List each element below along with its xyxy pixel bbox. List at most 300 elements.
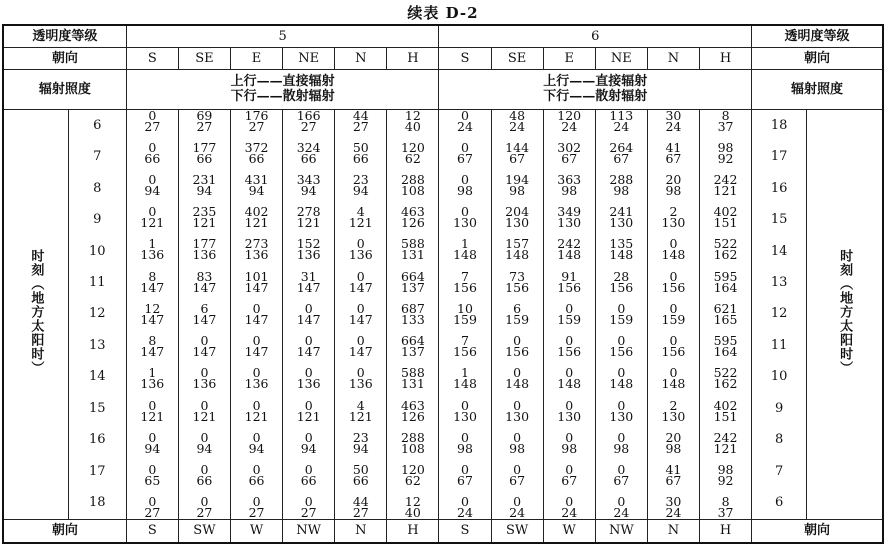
diffuse-value: 159	[609, 311, 634, 327]
direct-value: 278	[296, 204, 321, 220]
value-pair	[492, 110, 543, 132]
value-pair	[596, 236, 647, 263]
diffuse-value: 98	[457, 440, 473, 456]
direct-value: 0	[304, 300, 313, 316]
diffuse-value: 147	[296, 311, 321, 327]
direct-value: 0	[617, 365, 626, 381]
diffuse-value: 94	[352, 182, 369, 198]
direct-value: 98	[717, 462, 734, 478]
diffuse-value: 136	[140, 376, 165, 392]
value-pair	[648, 462, 699, 489]
direct-value: 0	[148, 494, 157, 510]
direct-value: 0	[252, 429, 261, 445]
direct-value: 0	[148, 397, 157, 413]
value-pair	[127, 333, 178, 360]
direct-value: 10	[457, 300, 473, 316]
direct-value: 41	[665, 462, 682, 478]
value-pair	[231, 236, 282, 263]
diffuse-value: 121	[348, 408, 373, 424]
dir-bottom-cell: SW	[491, 519, 543, 543]
diffuse-value: 94	[248, 182, 265, 198]
value-pair	[439, 204, 490, 231]
diffuse-value: 67	[665, 473, 682, 489]
direct-value: 402	[244, 204, 269, 220]
diffuse-value: 66	[248, 473, 265, 489]
value-pair	[439, 139, 490, 166]
value-pair	[283, 429, 334, 456]
direct-value: 0	[461, 462, 469, 478]
direct-value: 0	[669, 333, 678, 349]
direct-value: 0	[148, 429, 157, 445]
diffuse-value: 156	[557, 344, 582, 360]
diffuse-value: 66	[196, 473, 213, 489]
direct-value: 7	[461, 268, 469, 284]
hour-label: 16	[88, 432, 106, 448]
value-pair	[231, 300, 282, 327]
diffuse-value: 98	[561, 440, 578, 456]
diffuse-value: 131	[400, 376, 425, 392]
value-pair	[439, 171, 490, 198]
diffuse-value: 27	[300, 118, 317, 134]
diffuse-value: 40	[404, 118, 421, 134]
diffuse-value: 162	[713, 376, 738, 392]
value-pair	[335, 397, 386, 424]
direct-value: 177	[192, 139, 217, 155]
direct-value: 288	[400, 429, 425, 445]
direct-value: 621	[713, 300, 738, 316]
direct-value: 595	[713, 268, 738, 284]
value-pair	[283, 268, 334, 295]
direct-value: 0	[252, 365, 261, 381]
value-pair	[335, 171, 386, 198]
value-pair	[335, 139, 386, 166]
time-label-right: 时刻（地方太阳时）	[807, 109, 883, 519]
direct-value: 0	[669, 268, 678, 284]
dir-bottom-cell: NW	[283, 519, 335, 543]
level-6-description	[439, 69, 752, 109]
direct-value: 120	[557, 109, 582, 123]
diffuse-value: 131	[400, 247, 425, 263]
direct-value: 0	[513, 333, 522, 349]
direct-value: 288	[400, 171, 425, 187]
direction-header-row	[3, 47, 883, 69]
diffuse-value: 94	[196, 182, 213, 198]
value-pair	[648, 397, 699, 424]
diffuse-value: 136	[192, 247, 217, 263]
dir-top-cell: NE	[595, 47, 647, 69]
direct-value: 98	[717, 139, 734, 155]
diffuse-value: 121	[713, 182, 738, 198]
value-pair	[492, 139, 543, 166]
diffuse-value: 148	[661, 247, 686, 263]
col-5-N	[335, 109, 387, 519]
diffuse-value: 130	[557, 215, 582, 231]
hour-label: 8	[775, 432, 784, 448]
direct-value: 242	[713, 429, 738, 445]
value-pair	[544, 171, 595, 198]
hour-label: 11	[88, 274, 106, 290]
value-pair	[439, 110, 490, 132]
diffuse-value: 66	[300, 473, 317, 489]
transparency-label-right: 透明度等级	[752, 25, 883, 47]
direct-value: 4	[356, 204, 365, 220]
diffuse-value: 66	[248, 150, 265, 166]
direct-value: 113	[609, 109, 634, 123]
value-pair	[596, 365, 647, 392]
level-5-header: 5	[126, 25, 439, 47]
diffuse-value: 94	[248, 440, 265, 456]
direct-value: 0	[461, 397, 469, 413]
diffuse-value: 67	[561, 150, 578, 166]
direct-value: 0	[617, 494, 626, 510]
value-pair	[179, 171, 230, 198]
value-pair	[231, 333, 282, 360]
direct-value: 23	[352, 171, 369, 187]
diffuse-value: 24	[613, 118, 630, 134]
diffuse-value: 156	[661, 344, 686, 360]
direct-value: 0	[461, 494, 469, 510]
value-pair	[179, 236, 230, 263]
value-pair	[492, 171, 543, 198]
direct-value: 0	[565, 494, 574, 510]
diffuse-value: 136	[348, 376, 373, 392]
diffuse-value: 62	[404, 473, 421, 489]
diffuse-value: 130	[453, 408, 477, 424]
value-pair	[544, 496, 595, 518]
value-pair	[439, 397, 490, 424]
direct-value: 166	[296, 109, 321, 123]
direct-value: 6	[513, 300, 522, 316]
direct-value: 194	[505, 171, 530, 187]
diffuse-value: 98	[613, 440, 630, 456]
diffuse-value: 136	[296, 247, 321, 263]
value-pair	[492, 462, 543, 489]
value-pair	[127, 110, 178, 132]
diffuse-value: 156	[609, 344, 634, 360]
hour-label: 14	[770, 243, 788, 259]
direct-value: 44	[352, 494, 369, 510]
desc-direct: 上行——直接辐射	[230, 74, 335, 89]
dir-top-cell: SE	[491, 47, 543, 69]
diffuse-value: 148	[609, 247, 634, 263]
direct-value: 0	[252, 300, 261, 316]
direct-value: 12	[144, 300, 161, 316]
diffuse-value: 98	[665, 182, 682, 198]
value-pair	[544, 397, 595, 424]
value-pair	[700, 171, 751, 198]
col-6-S	[439, 109, 491, 519]
diffuse-value: 136	[244, 376, 269, 392]
direct-value: 664	[400, 333, 425, 349]
direct-value: 91	[561, 268, 578, 284]
value-pair	[648, 333, 699, 360]
value-pair	[387, 236, 438, 263]
col-6-NE	[595, 109, 647, 519]
diffuse-value: 37	[717, 505, 734, 519]
diffuse-value: 67	[509, 473, 526, 489]
diffuse-value: 94	[144, 182, 161, 198]
diffuse-value: 121	[192, 215, 217, 231]
direct-value: 302	[557, 139, 582, 155]
diffuse-value: 136	[348, 247, 373, 263]
irradiance-label-right: 辐射照度	[752, 69, 883, 109]
hour-label: 9	[93, 212, 102, 228]
diffuse-value: 24	[665, 505, 682, 519]
diffuse-value: 98	[457, 182, 473, 198]
value-pair	[700, 397, 751, 424]
direct-value: 0	[669, 300, 678, 316]
value-pair	[231, 462, 282, 489]
direct-value: 0	[304, 397, 313, 413]
direct-value: 0	[200, 397, 209, 413]
direct-value: 144	[505, 139, 530, 155]
direct-value: 0	[461, 429, 469, 445]
value-pair	[127, 365, 178, 392]
direct-value: 1	[148, 365, 157, 381]
value-pair	[283, 397, 334, 424]
diffuse-value: 121	[296, 215, 321, 231]
diffuse-value: 148	[557, 376, 582, 392]
direct-value: 0	[617, 397, 626, 413]
diffuse-value: 147	[348, 344, 373, 360]
value-pair	[544, 300, 595, 327]
value-pair	[544, 110, 595, 132]
diffuse-value: 67	[665, 150, 682, 166]
diffuse-value: 24	[509, 505, 526, 519]
value-pair	[439, 462, 490, 489]
value-pair	[439, 268, 490, 295]
direct-value: 372	[244, 139, 269, 155]
dir-bottom-cell: S	[126, 519, 178, 543]
value-pair	[439, 300, 490, 327]
direct-value: 30	[665, 109, 682, 123]
dir-bottom-cell: W	[231, 519, 283, 543]
diffuse-value: 156	[505, 344, 530, 360]
value-pair	[231, 139, 282, 166]
value-pair	[387, 171, 438, 198]
dir-top-cell: N	[647, 47, 699, 69]
diffuse-value: 67	[509, 150, 526, 166]
diffuse-value: 24	[665, 118, 682, 134]
value-pair	[700, 139, 751, 166]
value-pair	[700, 496, 751, 518]
diffuse-value: 148	[453, 247, 477, 263]
direct-value: 204	[505, 204, 530, 220]
diffuse-value: 92	[717, 150, 734, 166]
direct-value: 7	[461, 333, 469, 349]
desc-diffuse: 下行——散射辐射	[543, 89, 648, 104]
value-pair	[492, 365, 543, 392]
diffuse-value: 147	[348, 311, 373, 327]
value-pair	[648, 300, 699, 327]
diffuse-value: 66	[300, 150, 317, 166]
value-pair	[283, 204, 334, 231]
value-pair	[231, 365, 282, 392]
direct-value: 231	[192, 171, 217, 187]
value-pair	[231, 204, 282, 231]
value-pair	[387, 365, 438, 392]
value-pair	[283, 333, 334, 360]
value-pair	[179, 496, 230, 518]
hour-label: 8	[93, 180, 102, 196]
direct-value: 152	[296, 236, 321, 252]
dir-top-cell: S	[126, 47, 178, 69]
direct-value: 0	[304, 333, 313, 349]
level-6-header: 6	[439, 25, 752, 47]
diffuse-value: 156	[609, 279, 634, 295]
diffuse-value: 130	[609, 408, 634, 424]
value-pair	[127, 397, 178, 424]
diffuse-value: 130	[661, 215, 686, 231]
hour-label: 10	[88, 243, 106, 259]
direct-value: 0	[461, 204, 469, 220]
value-pair	[439, 429, 490, 456]
value-pair	[231, 397, 282, 424]
diffuse-value: 67	[613, 150, 630, 166]
value-pair	[596, 397, 647, 424]
diffuse-value: 136	[244, 247, 269, 263]
value-pair	[387, 268, 438, 295]
diffuse-value: 24	[613, 505, 630, 519]
hour-label: 7	[775, 463, 784, 479]
direct-value: 349	[557, 204, 582, 220]
diffuse-value: 67	[561, 473, 578, 489]
irradiance-table	[2, 24, 884, 544]
value-pair	[231, 268, 282, 295]
direct-value: 235	[192, 204, 217, 220]
value-pair	[544, 236, 595, 263]
direct-value: 0	[617, 333, 626, 349]
diffuse-value: 147	[192, 311, 217, 327]
diffuse-value: 67	[457, 150, 473, 166]
diffuse-value: 164	[713, 279, 738, 295]
direct-value: 41	[665, 139, 682, 155]
diffuse-value: 148	[661, 376, 686, 392]
diffuse-value: 156	[661, 279, 686, 295]
value-pair	[596, 462, 647, 489]
direct-value: 69	[196, 109, 213, 123]
diffuse-value: 147	[296, 279, 321, 295]
value-pair	[700, 268, 751, 295]
direct-value: 0	[200, 462, 209, 478]
diffuse-value: 147	[192, 344, 217, 360]
hour-label: 15	[88, 400, 106, 416]
value-pair	[179, 110, 230, 132]
diffuse-value: 130	[661, 408, 686, 424]
direct-value: 177	[192, 236, 217, 252]
value-pair	[283, 171, 334, 198]
data-body-row	[3, 109, 883, 519]
hour-label: 15	[770, 212, 788, 228]
direct-value: 0	[356, 236, 365, 252]
direct-value: 522	[713, 365, 738, 381]
col-5-E	[231, 109, 283, 519]
diffuse-value: 27	[144, 505, 161, 519]
hour-label: 6	[93, 117, 102, 133]
direct-value: 83	[196, 268, 213, 284]
direction-footer-row	[3, 519, 883, 543]
direct-value: 0	[461, 109, 469, 123]
diffuse-value: 148	[453, 376, 477, 392]
direct-value: 0	[252, 333, 261, 349]
hour-label: 18	[770, 117, 788, 133]
direct-value: 0	[252, 397, 261, 413]
value-pair	[127, 268, 178, 295]
direct-value: 48	[509, 109, 526, 123]
value-pair	[596, 429, 647, 456]
value-pair	[179, 333, 230, 360]
diffuse-value: 98	[509, 440, 526, 456]
direct-value: 8	[148, 268, 157, 284]
diffuse-value: 121	[713, 440, 738, 456]
col-5-SE	[178, 109, 230, 519]
diffuse-value: 121	[244, 408, 269, 424]
value-pair	[335, 462, 386, 489]
value-pair	[179, 268, 230, 295]
direct-value: 1	[148, 236, 157, 252]
direct-value: 463	[400, 204, 425, 220]
direct-value: 101	[244, 268, 269, 284]
direct-value: 664	[400, 268, 425, 284]
time-label-left: 时刻（地方太阳时）	[3, 109, 68, 519]
col-6-H	[699, 109, 751, 519]
value-pair	[335, 110, 386, 132]
value-pair	[335, 204, 386, 231]
direct-value: 0	[513, 462, 522, 478]
value-pair	[387, 496, 438, 518]
col-5-H	[387, 109, 439, 519]
direct-value: 120	[400, 462, 425, 478]
direct-value: 0	[148, 462, 157, 478]
value-pair	[387, 333, 438, 360]
diffuse-value: 162	[713, 247, 738, 263]
direct-value: 0	[200, 494, 209, 510]
diffuse-value: 24	[561, 118, 578, 134]
diffuse-value: 136	[140, 247, 165, 263]
value-pair	[179, 300, 230, 327]
direct-value: 0	[200, 429, 209, 445]
diffuse-value: 98	[665, 440, 682, 456]
dir-bottom-cell: NW	[595, 519, 647, 543]
direction-label-bottom-left: 朝向	[3, 519, 126, 543]
value-pair	[492, 397, 543, 424]
col-6-E	[543, 109, 595, 519]
dir-top-cell: SE	[178, 47, 230, 69]
value-pair	[596, 110, 647, 132]
diffuse-value: 98	[613, 182, 630, 198]
direct-value: 31	[300, 268, 317, 284]
direct-value: 2	[669, 397, 678, 413]
value-pair	[544, 429, 595, 456]
value-pair	[596, 171, 647, 198]
direct-value: 157	[505, 236, 530, 252]
direct-value: 0	[565, 462, 574, 478]
diffuse-value: 27	[248, 505, 265, 519]
desc-direct: 上行——直接辐射	[543, 74, 648, 89]
value-pair	[387, 462, 438, 489]
diffuse-value: 147	[244, 279, 269, 295]
diffuse-value: 133	[400, 311, 425, 327]
direct-value: 463	[400, 397, 425, 413]
diffuse-value: 121	[296, 408, 321, 424]
diffuse-value: 94	[300, 440, 317, 456]
value-pair	[179, 139, 230, 166]
direct-value: 0	[148, 171, 157, 187]
direct-value: 0	[252, 494, 261, 510]
direction-label-left: 朝向	[3, 47, 126, 69]
direct-value: 522	[713, 236, 738, 252]
hour-label: 10	[770, 369, 788, 385]
